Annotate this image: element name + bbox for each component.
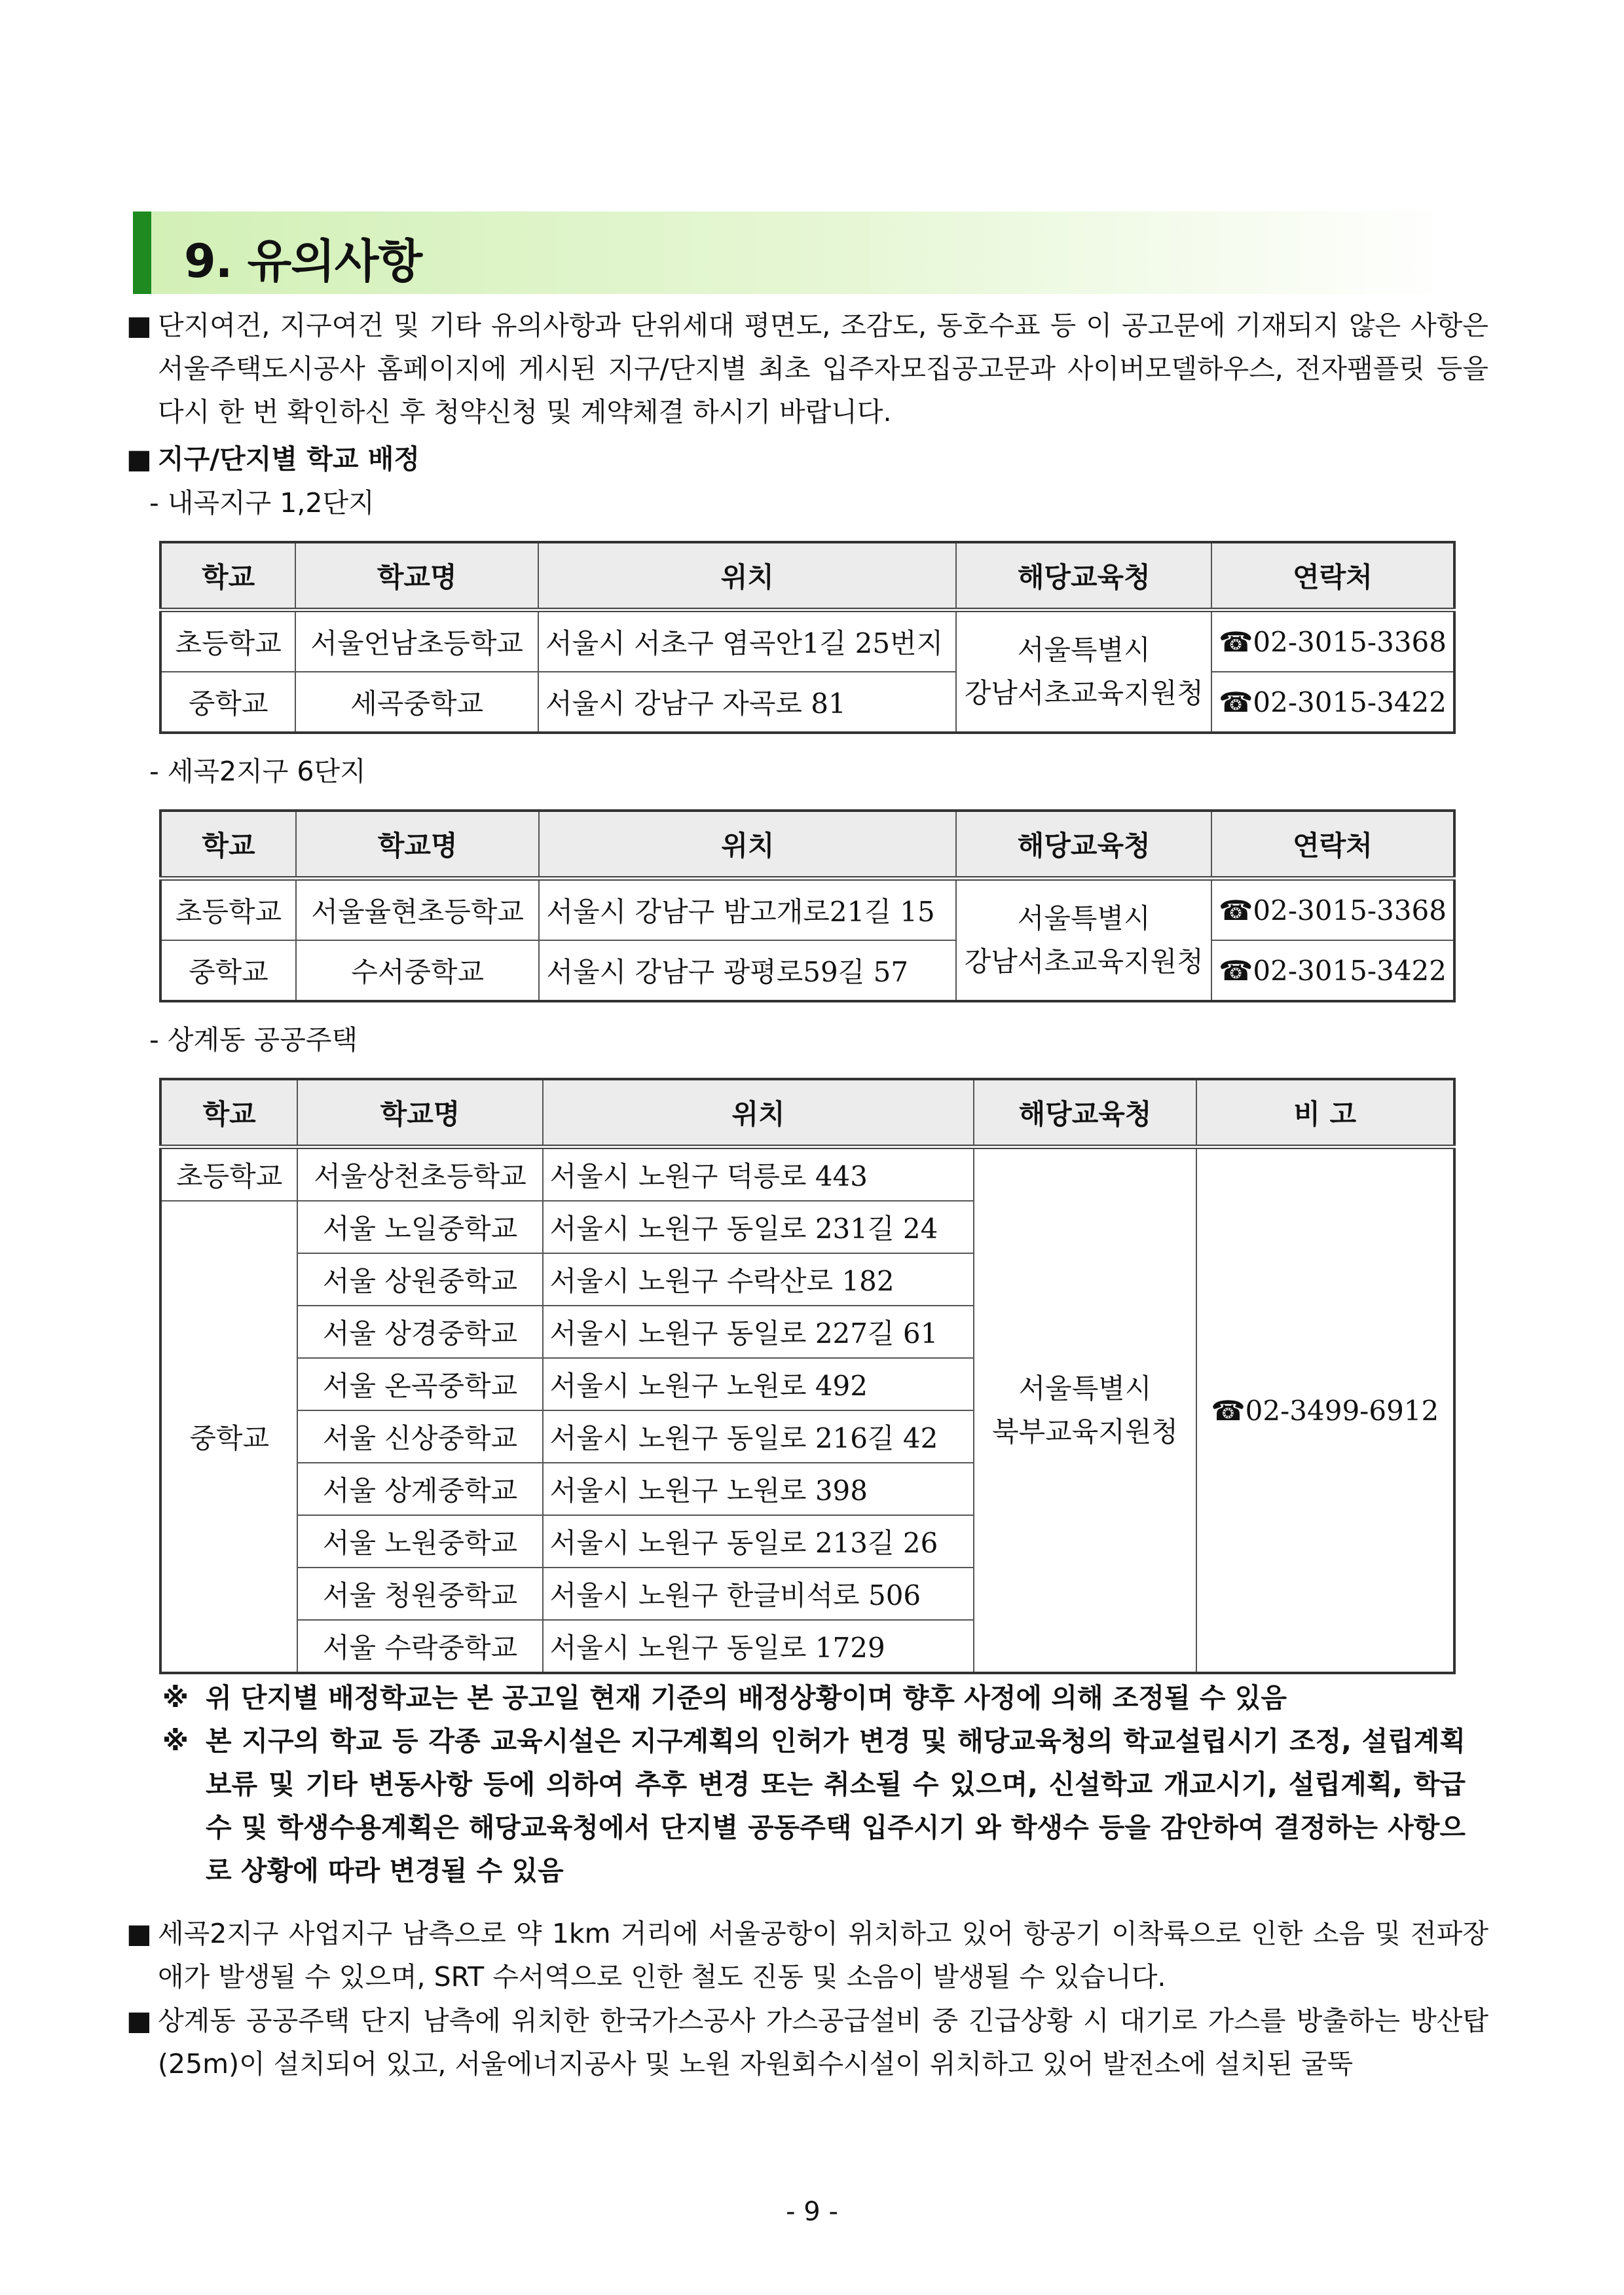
school-location: 서울시 강남구 밤고개로21길 15 xyxy=(539,879,956,941)
remark-phone: ☎02-3499-6912 xyxy=(1196,1147,1454,1674)
school-type: 초등학교 xyxy=(160,879,296,941)
school-type: 초등학교 xyxy=(160,610,295,672)
school-name: 서울 수락중학교 xyxy=(297,1620,542,1673)
table-row xyxy=(160,879,1454,941)
column-header: 연락처 xyxy=(1211,542,1454,610)
table-subtitle: - 세곡2지구 6단지 xyxy=(149,756,366,787)
column-header: 학교명 xyxy=(296,811,540,879)
table-row xyxy=(160,610,1454,672)
school-name: 서울언남초등학교 xyxy=(295,610,538,672)
school-location: 서울시 강남구 자곡로 81 xyxy=(538,672,956,733)
contact-phone: ☎02-3015-3422 xyxy=(1211,940,1454,1001)
education-office-line: 강남서초교육지원청 xyxy=(964,946,1204,978)
school-assignment-title: 지구/단지별 학교 배정 xyxy=(158,443,420,475)
note-item xyxy=(162,1676,1466,1719)
section-heading xyxy=(133,211,1456,294)
school-name: 서울 신상중학교 xyxy=(297,1410,542,1463)
education-office xyxy=(956,879,1211,1002)
square-bullet-icon: ■ xyxy=(126,310,152,341)
column-header: 학교명 xyxy=(295,542,538,610)
school-location: 서울시 서초구 염곡안1길 25번지 xyxy=(538,610,956,672)
school-location: 서울시 노원구 노원로 492 xyxy=(543,1358,974,1410)
education-office-line: 강남서초교육지원청 xyxy=(964,677,1204,709)
school-type: 중학교 xyxy=(160,940,296,1001)
table-subtitle: - 상계동 공공주택 xyxy=(149,1024,358,1056)
school-assignment-heading xyxy=(126,437,1488,481)
reference-mark-icon: ※ xyxy=(162,1725,189,1757)
bullet-text: 세곡2지구 사업지구 남측으로 약 1km 거리에 서울공항이 위치하고 있어 항공기 이착륙으로 인한 소음 및 전파장애가 발생될 수 있으며, SRT 수서역으로 인한 철도 진동 및 소음이 발생될 수 있습니다. xyxy=(158,1918,1488,1992)
table-header-row xyxy=(160,811,1454,879)
table-header-row xyxy=(160,1079,1454,1147)
school-type: 초등학교 xyxy=(160,1147,297,1202)
intro-text: 단지여건, 지구여건 및 기타 유의사항과 단위세대 평면도, 조감도, 동호수표 등 이 공고문에 기재되지 않은 사항은 서울주택도시공사 홈페이지에 게시된 지구/단지별 최초 입주자모집공고문과 사이버모델하우스, 전자팸플릿 등을 다시 한 번 확인하신 후 청약신청 및 계약체결 하시기 바랍니다. xyxy=(158,310,1488,428)
column-header: 해당교육청 xyxy=(956,542,1211,610)
column-header: 학교 xyxy=(160,1079,297,1147)
intro-paragraph xyxy=(126,304,1488,433)
school-table-sanggye xyxy=(159,1078,1456,1674)
page-number: - 9 - xyxy=(786,2197,838,2227)
school-location: 서울시 노원구 동일로 1729 xyxy=(543,1620,974,1673)
table-row xyxy=(160,940,1454,1001)
education-office xyxy=(974,1147,1196,1674)
bullet-paragraph xyxy=(126,1999,1488,2085)
note-text: 본 지구의 학교 등 각종 교육시설은 지구계획의 인허가 변경 및 해당교육청의 학교설립시기 조정, 설립계획 보류 및 기타 변동사항 등에 의하여 추후 변경 또는 취소될 수 있으며, 신설학교 개교시기, 설립계획, 학급수 및 학생수용계획은 해당교육청에서 단지별 공동주택 입주시기 와 학생수 등을 감안하여 결정하는 사항으로 상황에 따라 변경될 수 있음 xyxy=(206,1725,1466,1886)
education-office xyxy=(956,610,1211,733)
column-header: 해당교육청 xyxy=(956,811,1211,879)
contact-phone: ☎02-3015-3368 xyxy=(1211,610,1454,672)
column-header: 연락처 xyxy=(1211,811,1454,879)
school-name: 서울 청원중학교 xyxy=(297,1568,542,1620)
bullet-paragraph xyxy=(126,1912,1488,1998)
education-office-line: 서울특별시 xyxy=(1017,634,1151,666)
school-location: 서울시 노원구 덕릉로 443 xyxy=(543,1147,974,1202)
school-name: 서울 상계중학교 xyxy=(297,1463,542,1515)
school-name: 서울 노일중학교 xyxy=(297,1201,542,1253)
school-table-segok2 xyxy=(159,809,1456,1002)
school-name: 서울율현초등학교 xyxy=(296,879,540,941)
column-header: 학교명 xyxy=(297,1079,542,1147)
education-office-line: 북부교육지원청 xyxy=(992,1416,1179,1448)
school-table-naegok xyxy=(159,541,1456,734)
contact-phone: ☎02-3015-3422 xyxy=(1211,672,1454,733)
school-name: 수서중학교 xyxy=(296,940,540,1001)
education-office-line: 서울특별시 xyxy=(1017,902,1151,934)
school-location: 서울시 노원구 동일로 227길 61 xyxy=(543,1306,974,1358)
table-row xyxy=(160,1147,1454,1202)
reference-mark-icon: ※ xyxy=(162,1682,189,1714)
school-location: 서울시 노원구 노원로 398 xyxy=(543,1463,974,1515)
school-name: 서울 온곡중학교 xyxy=(297,1358,542,1410)
school-location: 서울시 노원구 수락산로 182 xyxy=(543,1253,974,1306)
school-name: 세곡중학교 xyxy=(295,672,538,733)
column-header: 해당교육청 xyxy=(974,1079,1196,1147)
table-header-row xyxy=(160,542,1454,610)
education-office-line: 서울특별시 xyxy=(1018,1372,1152,1405)
school-name: 서울 노원중학교 xyxy=(297,1515,542,1568)
heading-accent-bar xyxy=(133,211,151,294)
school-name: 서울 상원중학교 xyxy=(297,1253,542,1306)
table-row xyxy=(160,672,1454,733)
column-header: 위치 xyxy=(538,542,956,610)
school-location: 서울시 노원구 동일로 213길 26 xyxy=(543,1515,974,1568)
school-location: 서울시 노원구 한글비석로 506 xyxy=(543,1568,974,1620)
school-location: 서울시 강남구 광평로59길 57 xyxy=(539,940,956,1001)
school-name: 서울상천초등학교 xyxy=(297,1147,542,1202)
school-type: 중학교 xyxy=(160,1201,297,1673)
column-header: 학교 xyxy=(160,542,295,610)
column-header: 위치 xyxy=(543,1079,974,1147)
table-subtitle: - 내곡지구 1,2단지 xyxy=(149,487,375,519)
school-name: 서울 상경중학교 xyxy=(297,1306,542,1358)
column-header: 위치 xyxy=(539,811,956,879)
square-bullet-icon: ■ xyxy=(126,443,152,475)
square-bullet-icon: ■ xyxy=(126,2005,152,2036)
column-header: 비 고 xyxy=(1196,1079,1454,1147)
column-header: 학교 xyxy=(160,811,296,879)
school-type: 중학교 xyxy=(160,672,295,733)
school-location: 서울시 노원구 동일로 231길 24 xyxy=(543,1201,974,1253)
school-location: 서울시 노원구 동일로 216길 42 xyxy=(543,1410,974,1463)
note-text: 위 단지별 배정학교는 본 공고일 현재 기준의 배정상황이며 향후 사정에 의해 조정될 수 있음 xyxy=(206,1682,1287,1714)
contact-phone: ☎02-3015-3368 xyxy=(1211,879,1454,941)
note-item xyxy=(162,1719,1466,1892)
section-title: 9. 유의사항 xyxy=(184,234,422,288)
bullet-text: 상계동 공공주택 단지 남측에 위치한 한국가스공사 가스공급설비 중 긴급상황 시 대기로 가스를 방출하는 방산탑(25m)이 설치되어 있고, 서울에너지공사 및 노원 자원회수시설이 위치하고 있어 발전소에 설치된 굴뚝 xyxy=(158,2005,1488,2080)
square-bullet-icon: ■ xyxy=(126,1918,152,1949)
